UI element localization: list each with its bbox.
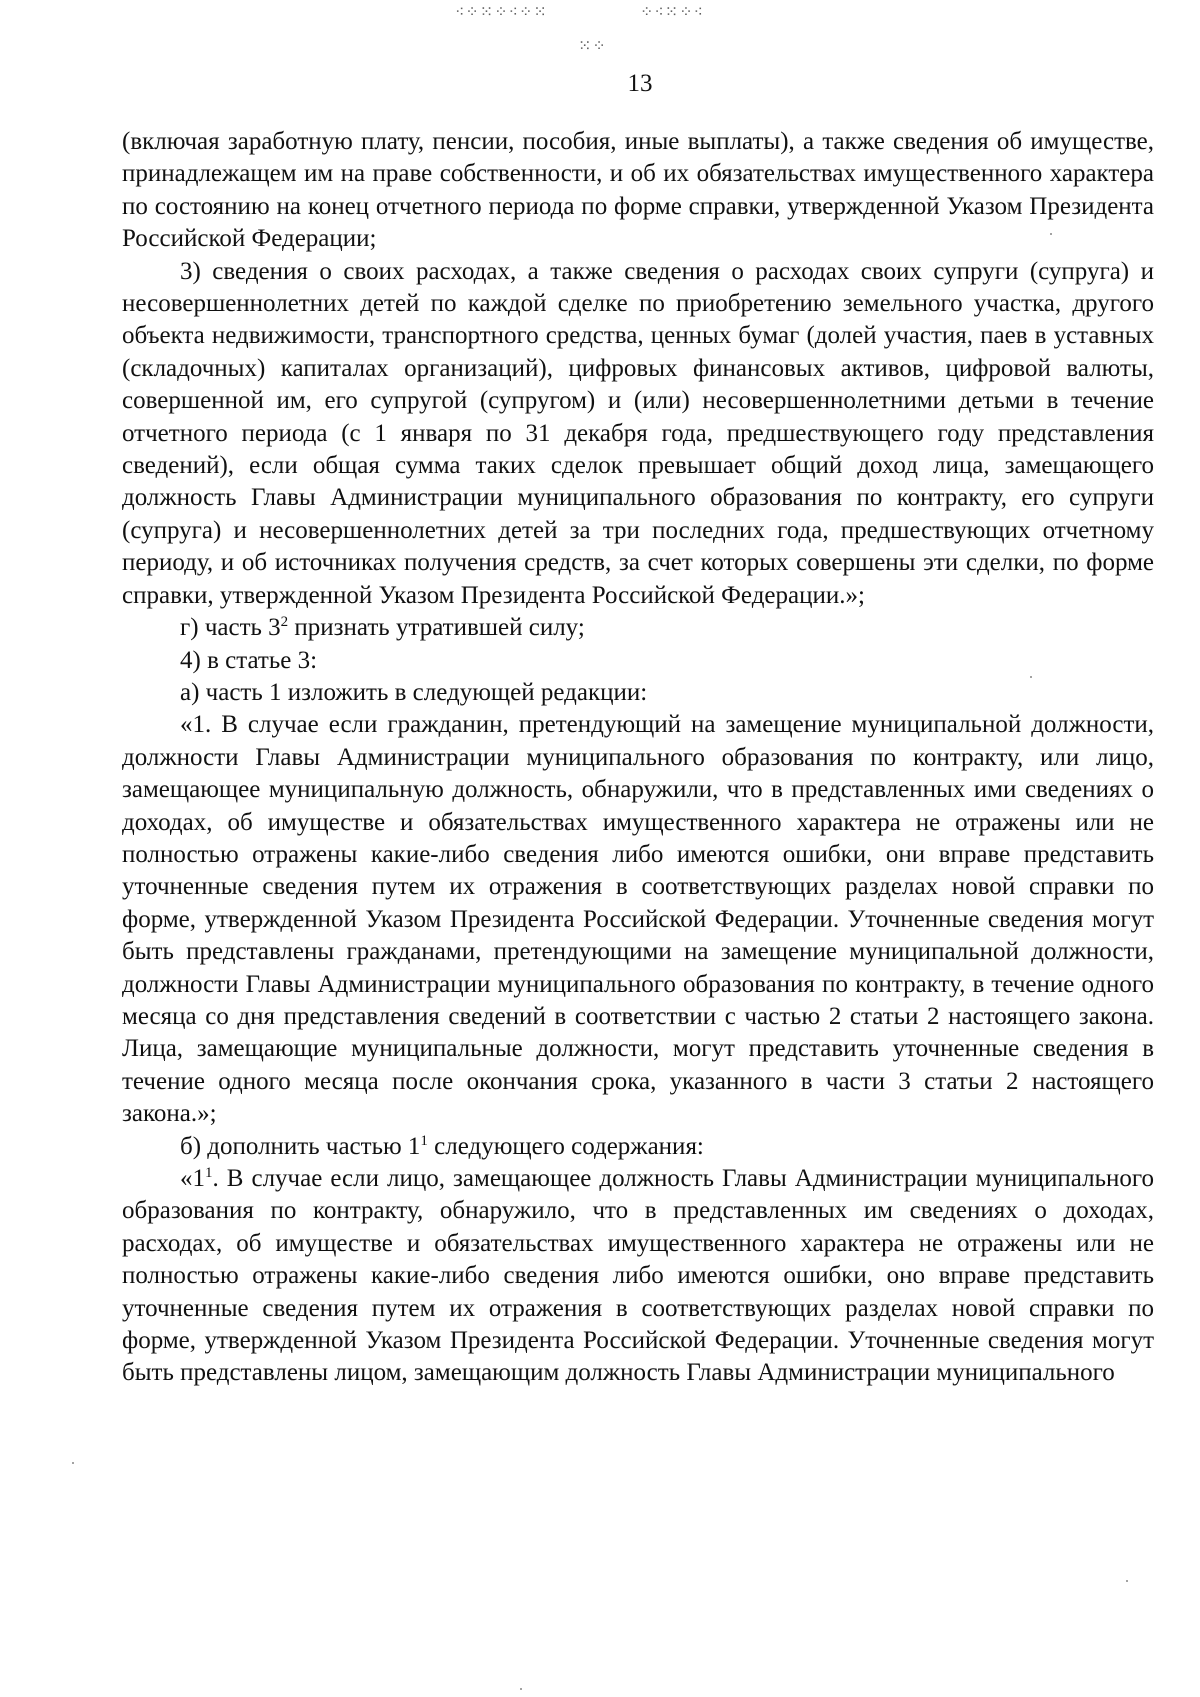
paragraph-item-g (122, 612, 1154, 644)
paragraph-item-3: 3) сведения о своих расходах, а также сведения о расходах своих супруги (супруга) и несовершеннолетних детей по каждой сделке по приобретению земельного участка, другого объекта недвижимости, транспортного средства, ценных бумаг (долей участия, паев в уставных (складочных) капиталах организаций), цифровых финансовых активов, цифровой валюты, совершенной им, его супругой (супругом) и (или) несовершеннолетними детьми в течение отчетного периода (с 1 января по 31 декабря года, предшествующего году представления сведений), если общая сумма таких сделок превышает общий доход лица, замещающего должность Главы Администрации муниципального образования по контракту, его супруги (супруга) и несовершеннолетних детей за три последних года, предшествующих отчетному периоду, и об источниках получения средств, за счет которых совершены эти сделки, по форме справки, утвержденной Указом Президента Российской Федерации.»; (122, 257, 1154, 609)
paragraph-text: следующего содержания: (427, 1132, 704, 1160)
scan-speck (1050, 233, 1052, 235)
paragraph-text: «1 (180, 1165, 205, 1192)
paragraph-item-b (122, 1131, 1154, 1163)
page-number: 13 (627, 70, 653, 97)
scan-artifact-left: ⁖⁘⁙⁘⁖⁘⁙ (455, 2, 548, 21)
paragraph-continuation: (включая заработную плату, пенсии, пособия, иные выплаты), а также сведения об имуществе, принадлежащем им на праве собственности, и об их обязательствах имущественного характера по состоянию на конец отчетного периода по форме справки, утвержденной Указом Президента Российской Федерации; (122, 128, 1154, 253)
paragraph-text: признать утратившей силу; (288, 614, 585, 642)
paragraph-text: г) часть 3 (180, 614, 281, 642)
paragraph-part-1: «1. В случае если гражданин, претендующий на замещение муниципальной должности, должности Главы Администрации муниципального образования по контракту, или лицо, замещающее муниципальную должность, обнаружили, что в представленных ими сведениях о доходах, об имуществе и обязательствах имущественного характера не отражены или не полностью отражены какие-либо сведения либо имеются ошибки, они вправе представить уточненные сведения путем их отражения в соответствующих разделах новой справки по форме, утвержденной Указом Президента Российской Федерации. Уточненные сведения могут быть представлены гражданами, претендующими на замещение муниципальной должности, должности Главы Администрации муниципального образования по контракту, в течение одного месяца со дня представления сведений в соответствии с частью 2 статьи 2 настоящего закона. Лица, замещающие муниципальные должности, могут представить уточненные сведения в течение одного месяца после окончания срока, указанного в части 3 статьи 2 настоящего закона.»; (122, 711, 1154, 1128)
paragraph-text: . В случае если лицо, замещающее должность Главы Администрации муниципального образования по контракту, обнаружило, что в представленных им сведениях о доходах, расходах, об имуществе и обязательствах имущественного характера не отражены или не полностью отражены какие-либо сведения либо имеются ошибки, оно вправе представить уточненные сведения путем их отражения в соответствующих разделах новой справки по форме, утвержденной Указом Президента Российской Федерации. Уточненные сведения могут быть представлены лицом, замещающим должность Главы Администрации муниципального (122, 1165, 1154, 1387)
paragraph-text: б) дополнить частью 1 (180, 1132, 421, 1160)
superscript: 2 (280, 614, 289, 631)
scan-speck (1126, 1580, 1128, 1582)
scan-speck (1030, 676, 1032, 678)
scan-artifact-mid: ⁙⁘ (578, 36, 607, 55)
paragraph-item-a: а) часть 1 изложить в следующей редакции: (180, 678, 648, 706)
superscript: 1 (420, 1132, 428, 1149)
paragraph-item-4: 4) в статье 3: (180, 646, 318, 674)
scan-artifact-right: ⁘⁖⁙⁘⁖ (640, 2, 704, 21)
paragraph-part-1-1 (122, 1163, 1154, 1390)
scan-speck (520, 1688, 522, 1690)
superscript: 1 (205, 1165, 213, 1181)
scan-speck (72, 1462, 74, 1464)
document-body (122, 126, 1154, 1390)
